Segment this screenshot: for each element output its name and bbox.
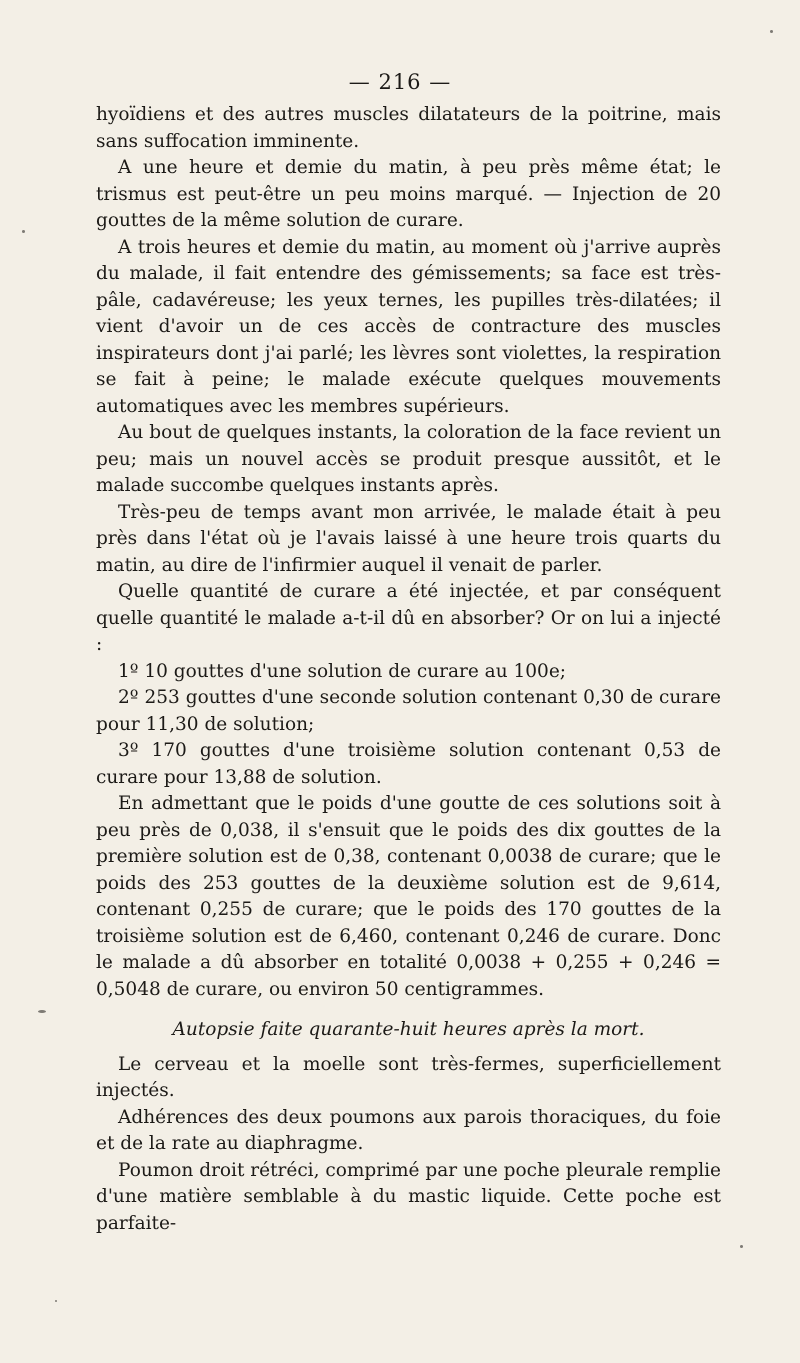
paragraph: Poumon droit rétréci, comprimé par une poche pleurale remplie d'une matière semblable à du mastic liquide. Cette poche est parfaite-: [96, 1159, 721, 1234]
paper-speck: [38, 1010, 46, 1013]
paragraph: Au bout de quelques instants, la coloration de la face revient un peu; mais un nouvel accès se produit presque aussitôt, et le malade succombe quelques instants après.: [96, 422, 721, 496]
page-number: — 216 —: [348, 70, 452, 94]
paragraph: Adhérences des deux poumons aux parois thoraciques, du foie et de la rate au diaphragme.: [96, 1106, 721, 1154]
list-item: 2º 253 gouttes d'une seconde solution contenant 0,30 de curare pour 11,30 de solution;: [96, 687, 721, 735]
paragraph-continuation: hyoïdiens et des autres muscles dilatateurs de la poitrine, mais sans suffocation imminente.: [96, 104, 721, 152]
paragraph: Le cerveau et la moelle sont très-fermes, superficiellement injectés.: [96, 1053, 721, 1101]
paragraph: Quelle quantité de curare a été injectée, et par conséquent quelle quantité le malade a-t-il dû en absorber? Or on lui a injecté :: [96, 581, 721, 655]
paper-speck: [770, 30, 773, 33]
paper-speck: [740, 1245, 743, 1248]
section-heading: Autopsie faite quarante-huit heures après la mort.: [172, 1019, 645, 1040]
paper-speck: [55, 1300, 57, 1302]
paragraph: A une heure et demie du matin, à peu près même état; le trismus est peut-être un peu moins marqué. — Injection de 20 gouttes de la même solution de curare.: [96, 157, 721, 231]
list-item: 1º 10 gouttes d'une solution de curare au 100e;: [118, 660, 567, 682]
paragraph: Très-peu de temps avant mon arrivée, le malade était à peu près dans l'état où je l'avais laissé à une heure trois quarts du matin, au dire de l'infirmier auquel il venait de parler.: [96, 501, 721, 576]
paragraph: En admettant que le poids d'une goutte de ces solutions soit à peu près de 0,038, il s'ensuit que le poids des dix gouttes de la première solution est de 0,38, contenant 0,0038 de curare; que le poids des 253 gouttes de la deuxième solution est de 9,614, contenant 0,255 de curare; que le poids des 170 gouttes de la troisième solution est de 6,460, contenant 0,246 de curare. Donc le malade a dû absorber en totalité 0,0038 + 0,255 + 0,246 = 0,5048 de curare, ou environ 50 centigrammes.: [96, 793, 721, 1000]
paper-speck: [22, 230, 25, 233]
paragraph: A trois heures et demie du matin, au moment où j'arrive auprès du malade, il fait entendre des gémissements; sa face est très-pâle, cadavéreuse; les yeux ternes, les pupilles très-dilatées; il vient d'avoir un de ces accès de contracture des muscles inspirateurs dont j'ai parlé; les lèvres sont violettes, la respiration se fait à peine; le malade exécute quelques mouvements automatiques avec les membres supérieurs.: [96, 236, 721, 417]
list-item: 3º 170 gouttes d'une troisième solution contenant 0,53 de curare pour 13,88 de solution.: [96, 740, 721, 788]
body-text: [96, 102, 721, 1237]
